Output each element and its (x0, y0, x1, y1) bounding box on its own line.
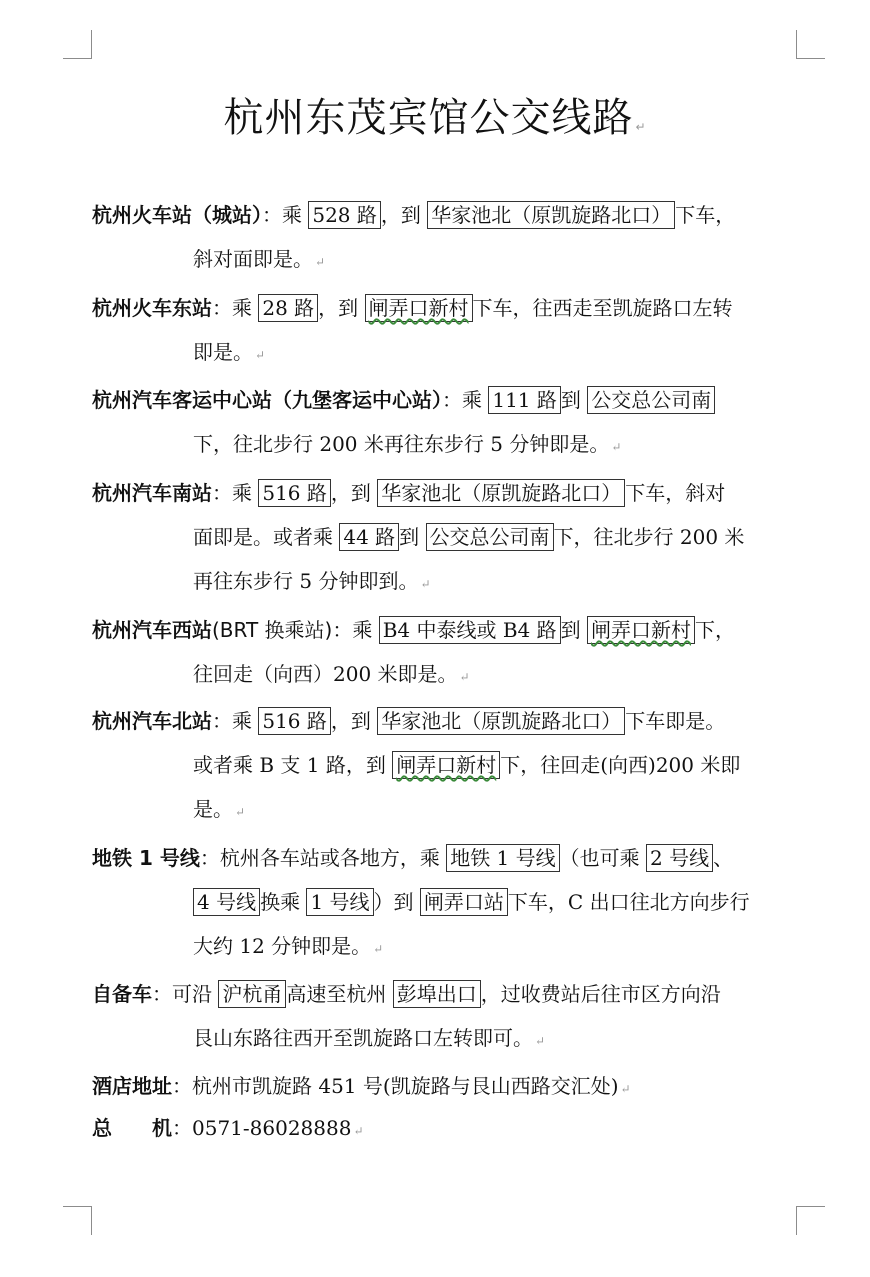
boxed-route: 2 号线 (646, 844, 713, 872)
entry-label: 杭州汽车客运中心站（九堡客运中心站） (92, 388, 442, 412)
boxed-stop: 华家池北（原凯旋路北口） (427, 201, 675, 229)
boxed-route: 516 路 (258, 479, 331, 507)
return-mark-icon: ↵ (535, 1034, 546, 1048)
address-label: 酒店地址 (92, 1074, 172, 1098)
return-mark-icon: ↵ (611, 440, 622, 454)
entry-east-railway-station: 杭州火车东站：乘 28 路 ，到 闸弄口新村 下车，往西走至凯旋路口左转 即是。 ↵ (92, 296, 733, 364)
entry-west-bus-station: 杭州汽车西站(BRT 换乘站)：乘 B4 中泰线或 B4 路 到 闸弄口新村 下， 往回走（向西）200 米即是。 ↵ (92, 618, 735, 686)
hotel-phone (92, 1106, 798, 1153)
entry-coach-center: 杭州汽车客运中心站（九堡客运中心站）：乘 111 路 到 公交总公司南 下，往北步行 200 米再往东步行 5 分钟即是。 ↵ (92, 378, 798, 469)
boxed-route: B4 中泰线或 B4 路 (379, 616, 561, 644)
entry-label: 自备车 (92, 982, 152, 1006)
boxed-route: 111 路 (488, 386, 561, 414)
boxed-stop: 闸弄口新村 (392, 751, 500, 779)
boxed-route: 4 号线 (193, 888, 260, 916)
entry-south-bus-station: 杭州汽车南站：乘 516 路 ，到 华家池北（原凯旋路北口） 下车，斜对 面即是。或者乘 44 路 到 公交总公司南 下，往北步行 200 米 再往东步行 5 分钟即到。 ↵ (92, 481, 745, 593)
boxed-stop: 华家池北（原凯旋路北口） (377, 707, 625, 735)
return-mark-icon: ↵ (255, 348, 266, 362)
boxed-route: 地铁 1 号线 (446, 844, 559, 872)
return-mark-icon: ↵ (459, 670, 470, 684)
entry-label: 杭州火车站（城站） (92, 203, 262, 227)
boxed-stop: 闸弄口新村 (587, 616, 695, 644)
boxed-route: 528 路 (308, 201, 381, 229)
entry-label: 杭州汽车西站 (92, 618, 212, 642)
return-mark-icon: ↵ (635, 120, 647, 134)
boxed-route: 1 号线 (306, 888, 373, 916)
entry-label: 杭州火车东站 (92, 296, 212, 320)
boxed-stop: 公交总公司南 (587, 386, 715, 414)
address-value: ：杭州市凯旋路 451 号(凯旋路与艮山西路交汇处) (172, 1074, 619, 1098)
crop-mark-bottom-left (63, 1206, 92, 1235)
entry-label: 地铁 1 号线 (92, 846, 200, 870)
return-mark-icon: ↵ (353, 1124, 364, 1138)
entry-metro-line-1: 地铁 1 号线：杭州各车站或各地方，乘 地铁 1 号线 （也可乘 2 号线、 4 号线 换乘 1 号线 ）到 闸弄口站 下车，C 出口往北方向步行 大约 12 分钟即是。 ↵ (92, 846, 750, 958)
boxed-stop: 闸弄口站 (420, 888, 508, 916)
return-mark-icon: ↵ (420, 577, 431, 591)
return-mark-icon: ↵ (235, 805, 246, 819)
boxed-route: 28 路 (258, 294, 318, 322)
return-mark-icon: ↵ (315, 255, 326, 269)
phone-label: 总 机 (92, 1116, 172, 1140)
boxed-stop: 公交总公司南 (426, 523, 554, 551)
boxed-route: 44 路 (339, 523, 399, 551)
entry-north-bus-station: 杭州汽车北站：乘 516 路，到 华家池北（原凯旋路北口） 下车即是。 或者乘 B 支 1 路，到 闸弄口新村 下，往回走(向西)200 米即 是。 ↵ (92, 709, 741, 821)
boxed-road: 沪杭甬 (218, 980, 286, 1008)
hotel-address (92, 1064, 798, 1111)
crop-mark-top-left (63, 30, 92, 59)
entry-label: 杭州汽车南站 (92, 481, 212, 505)
crop-mark-top-right (796, 30, 825, 59)
boxed-exit: 彭埠出口 (393, 980, 481, 1008)
return-mark-icon: ↵ (620, 1082, 631, 1096)
entry-self-drive: 自备车：可沿 沪杭甬 高速至杭州 彭埠出口 ，过收费站后往市区方向沿 艮山东路往西开至凯旋路口左转即可。 ↵ (92, 982, 721, 1050)
entry-label: 杭州汽车北站 (92, 709, 212, 733)
return-mark-icon: ↵ (373, 942, 384, 956)
phone-value: ：0571-86028888 (172, 1116, 352, 1140)
crop-mark-bottom-right (796, 1206, 825, 1235)
boxed-route: 516 路 (258, 707, 331, 735)
page-title: 杭州东茂宾馆公交线路 ↵ (223, 95, 647, 141)
boxed-stop: 闸弄口新村 (365, 294, 473, 322)
boxed-stop: 华家池北（原凯旋路北口） (377, 479, 625, 507)
entry-railway-station: 杭州火车站（城站）：乘 528 路 ，到 华家池北（原凯旋路北口） 下车， 斜对面即是。 ↵ (92, 203, 736, 271)
